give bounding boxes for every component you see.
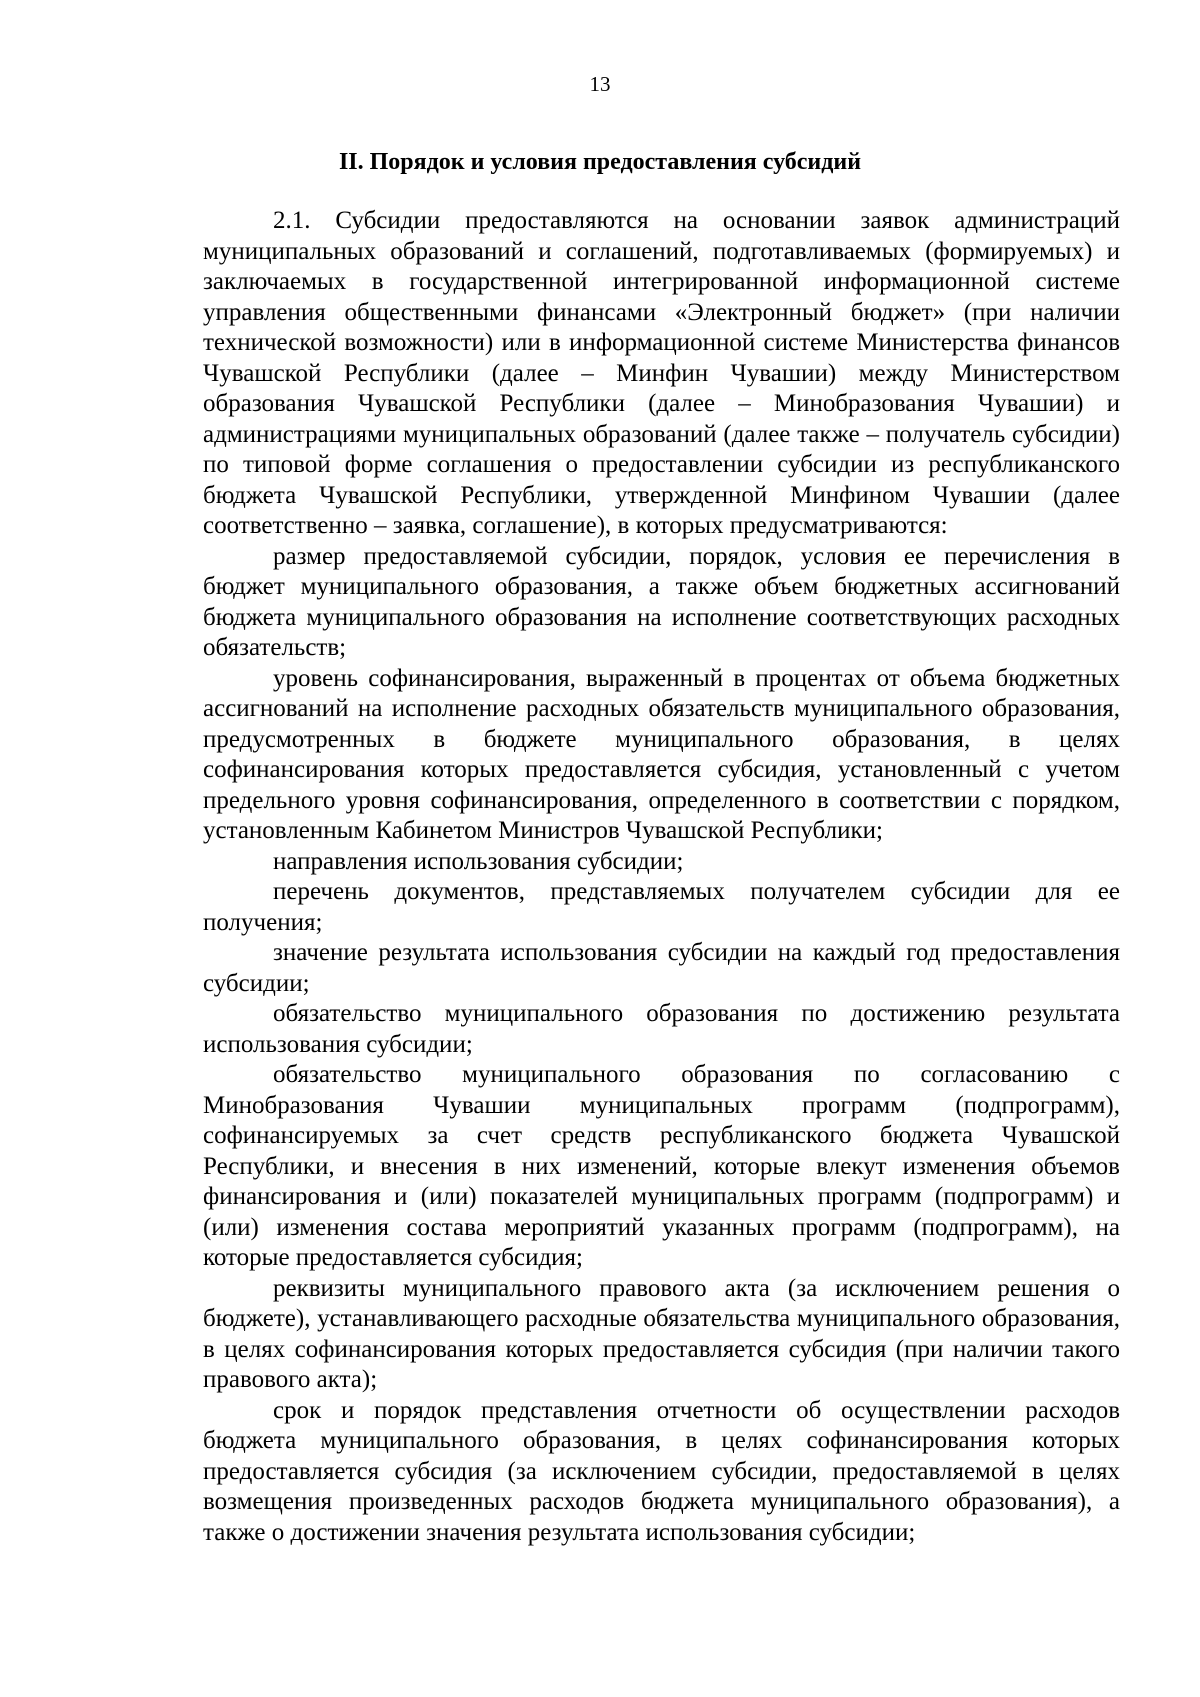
section-title: II. Порядок и условия предоставления субсидий: [338, 149, 862, 175]
paragraph-program-approval: обязательство муниципального образования по согласованию с Минобразования Чувашии муниципальных программ (подпрограмм), софинансируемых за счет средств республиканского бюджета Чувашской Республики, и внесения в них изменений, которые влекут изменения объемов финансирования и (или) показателей муниципальных программ (подпрограмм) и (или) изменения состава мероприятий указанных программ (подпрограмм), на которые предоставляется субсидия;: [203, 1061, 1120, 1271]
page-number: 13: [589, 72, 611, 96]
body-text: [203, 206, 1120, 1548]
paragraph-result-value: значение результата использования субсидии на каждый год предоставления субсидии;: [203, 939, 1120, 997]
paragraph-reporting: срок и порядок представления отчетности об осуществлении расходов бюджета муниципального образования, в целях софинансирования которых предоставляется субсидия (за исключением субсидии, предоставляемой в целях возмещения произведенных расходов бюджета муниципального образования), а также о достижении значения результата использования субсидии;: [203, 1396, 1120, 1546]
paragraph-usage-directions: направления использования субсидии;: [273, 847, 684, 875]
paragraph-2-1: 2.1. Субсидии предоставляются на основании заявок администраций муниципальных образований и соглашений, подготавливаемых (формируемых) и заключаемых в государственной интегрированной информационной системе управления общественными финансами «Электронный бюджет» (при наличии технической возможности) или в информационной системе Министерства финансов Чувашской Республики (далее – Минфин Чувашии) между Министерством образования Чувашской Республики (далее – Минобразования Чувашии) и администрациями муниципальных образований (далее также – получатель субсидии) по типовой форме соглашения о предоставлении субсидии из республиканского бюджета Чувашской Республики, утвержденной Минфином Чувашии (далее соответственно – заявка, соглашение), в которых предусматриваются:: [203, 207, 1120, 539]
paragraph-result-obligation: обязательство муниципального образования по достижению результата использования субсидии;: [203, 1000, 1120, 1058]
paragraph-cofinancing-level: уровень софинансирования, выраженный в процентах от объема бюджетных ассигнований на исполнение расходных обязательств муниципального образования, предусмотренных в бюджете муниципального образования, в целях софинансирования которых предоставляется субсидия, установленный с учетом предельного уровня софинансирования, определенного в соответствии с порядком, установленным Кабинетом Министров Чувашской Республики;: [203, 664, 1120, 844]
paragraph-documents-list: перечень документов, представляемых получателем субсидии для ее получения;: [203, 878, 1120, 936]
paragraph-subsidy-size: размер предоставляемой субсидии, порядок, условия ее перечисления в бюджет муниципального образования, а также объем бюджетных ассигнований бюджета муниципального образования на исполнение соответствующих расходных обязательств;: [203, 542, 1120, 661]
paragraph-legal-act-details: реквизиты муниципального правового акта (за исключением решения о бюджете), устанавливающего расходные обязательства муниципального образования, в целях софинансирования которых предоставляется субсидия (при наличии такого правового акта);: [203, 1274, 1120, 1393]
